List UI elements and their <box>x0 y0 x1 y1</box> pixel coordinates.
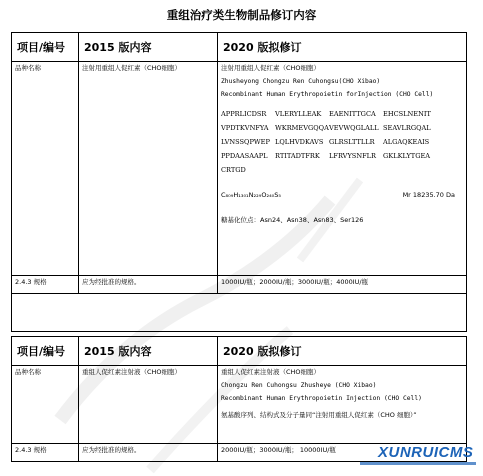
table-header-row <box>12 33 467 62</box>
table-header-row <box>12 337 467 366</box>
new-content: 1000IU/瓶；2000IU/瓶；3000IU/瓶；4000IU/瓶 <box>218 276 467 294</box>
old-content: 应为经批准的规格。 <box>79 276 218 294</box>
seq-block: CRTGD <box>221 166 246 174</box>
seq-block: LVNSSQPWEP <box>221 138 270 146</box>
seq-block: EAENITTGCA <box>329 110 376 118</box>
name-cn: 注射用重组人促红素（CHO细胞） <box>221 64 321 72</box>
new-content <box>218 366 467 444</box>
name-cn: 重组人促红素注射液（CHO细胞） <box>221 368 321 376</box>
row-label: 2.4.3 规格 <box>12 444 79 462</box>
seq-block: VPDTKVNFYA <box>221 124 269 132</box>
header-2015: 2015 版内容 <box>79 337 218 366</box>
seq-block: EHCSLNENIT <box>383 110 431 118</box>
new-content: 2000IU/瓶；3000IU/瓶； 10000IU/瓶 <box>218 444 467 462</box>
seq-block: APPRLICDSR <box>221 110 267 118</box>
sequence-line <box>221 121 463 135</box>
amino-acid-sequence <box>221 107 463 177</box>
seq-block: SEAVLRGQAL <box>383 124 431 132</box>
page-title: 重组治疗类生物制品修订内容 <box>166 8 317 22</box>
seq-block: RTITADTFRK <box>275 152 320 160</box>
old-content: 注射用重组人促红素（CHO细胞） <box>79 62 218 276</box>
row-label: 品种名称 <box>12 366 79 444</box>
header-item: 项目/编号 <box>12 337 79 366</box>
seq-block: VLERYLLEAK <box>275 110 322 118</box>
molecular-formula: C₈₀₉H₁₃₀₁N₂₂₉O₂₄₀S₅ <box>221 191 282 199</box>
seq-block: ALGAQKEAIS <box>383 138 430 146</box>
header-2020: 2020 版拟修订 <box>218 337 467 366</box>
molecular-info <box>221 191 463 199</box>
old-content: 重组人促红素注射液（CHO细胞） <box>79 366 218 444</box>
glycosylation-sites: 糖基化位点：Asn24、Asn38、Asn83、Ser126 <box>221 216 364 224</box>
row-label: 品种名称 <box>12 62 79 276</box>
header-2015: 2015 版内容 <box>79 33 218 62</box>
new-content <box>218 62 467 276</box>
spacer-row <box>12 294 467 332</box>
seq-block: WKRMEVGQQA <box>275 124 329 132</box>
sequence-line <box>221 163 463 177</box>
header-2020: 2020 版拟修订 <box>218 33 467 62</box>
seq-block: GKLKLYTGEA <box>383 152 431 160</box>
name-en: Recombinant Human Erythropoietin forInjection (CHO Cell) <box>221 91 434 98</box>
sequence-line <box>221 135 463 149</box>
seq-block: LQLHVDKAVS <box>275 138 324 146</box>
table-row-product-name <box>12 366 467 444</box>
seq-block: GLRSLTTLLR <box>329 138 375 146</box>
sequence-note: 氨基酸序列、结构式及分子量同“注射用重组人促红素（CHO 细胞）” <box>221 411 417 419</box>
row-label: 2.4.3 规格 <box>12 276 79 294</box>
sequence-line <box>221 107 463 121</box>
seq-block: PPDAASAAPL <box>221 152 268 160</box>
site-logo: XUNRUICMS <box>378 444 474 461</box>
name-en: Recombinant Human Erythropoietin Injection (CHO Cell) <box>221 395 422 402</box>
logo-underline <box>360 462 476 465</box>
revision-table-1 <box>11 32 467 332</box>
header-item: 项目/编号 <box>12 33 79 62</box>
name-pinyin: Zhusheyong Chongzu Ren Cuhongsu(CHO Xibao) <box>221 78 381 85</box>
seq-block: LFRVYSNFLR <box>329 152 377 160</box>
name-pinyin: Chongzu Ren Cuhongsu Zhusheye (CHO Xibao) <box>221 382 377 389</box>
old-content: 应为经批准的规格。 <box>79 444 218 462</box>
table-row-product-name <box>12 62 467 276</box>
table-row-spec <box>12 276 467 294</box>
sequence-line <box>221 149 463 163</box>
seq-block: VEVWQGLALL <box>329 124 379 132</box>
molecular-weight: Mr 18235.70 Da <box>402 191 455 199</box>
